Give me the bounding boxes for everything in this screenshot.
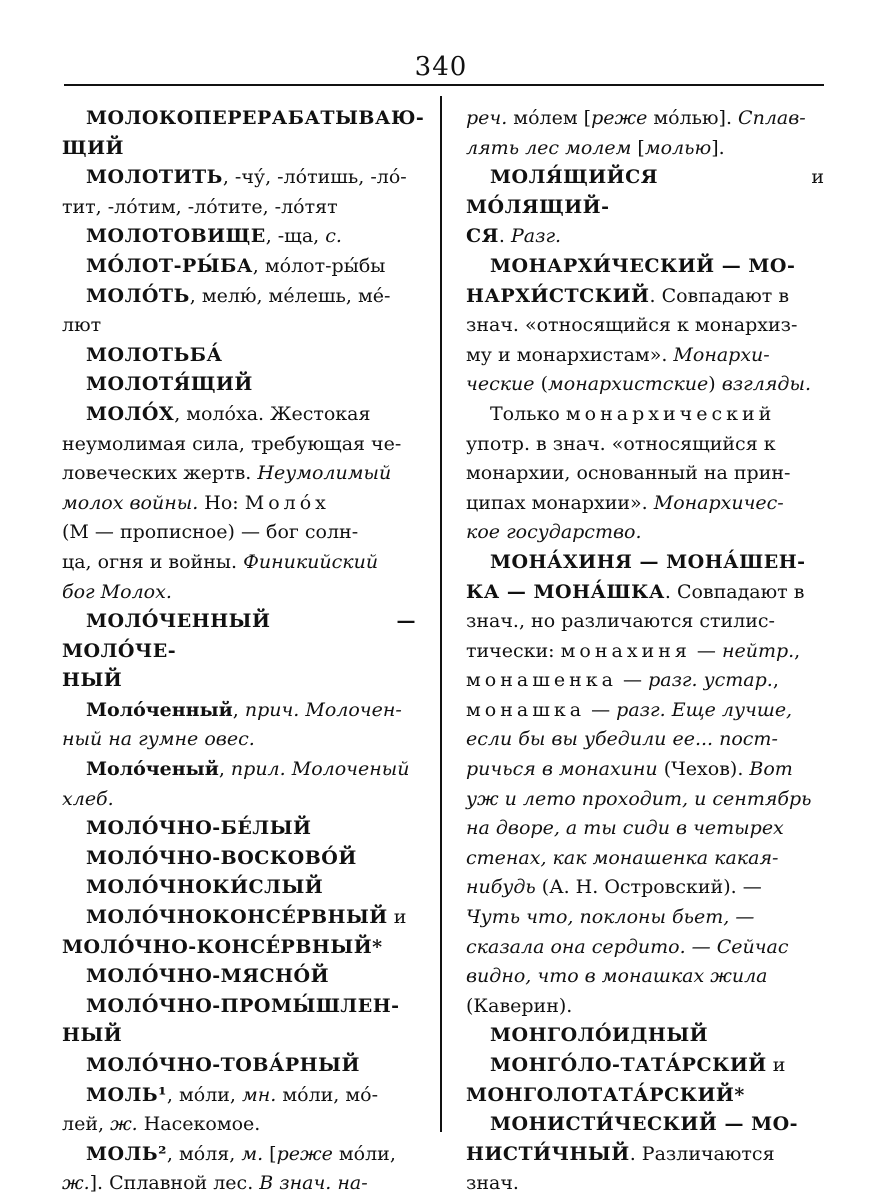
grammar-label: м. <box>241 1142 264 1165</box>
entry <box>62 1081 416 1111</box>
entry-text: [ <box>631 136 645 159</box>
entry-text-line <box>466 489 824 519</box>
entry-text: , мо́лот-ры́бы <box>252 254 386 277</box>
entry-text: , <box>218 758 231 781</box>
entry-headword: МОНИСТИ́ЧЕСКИЙ — МО- <box>490 1113 799 1136</box>
headword: МОЛО́ЧНОКОНСЕ́РВНЫЙ <box>86 906 388 929</box>
example: молох войны. <box>62 491 199 514</box>
header-rule <box>64 84 824 86</box>
entry <box>62 252 416 282</box>
entry-headword: МОЛО́ЧНО-КОНСЕ́РВНЫЙ* <box>62 935 383 958</box>
entry <box>62 222 416 252</box>
example-line: стенах, как монашенка какая- <box>466 846 779 869</box>
entry-text: — <box>585 698 617 721</box>
entry-text-line <box>466 134 824 164</box>
entry-text: Только <box>490 402 566 425</box>
entry-text-line: знач. <box>466 1172 519 1195</box>
example: молью <box>644 136 712 159</box>
example-line: если бы вы убедили ее... пост- <box>466 728 778 751</box>
entry-text-line <box>466 341 824 371</box>
entry-headword: МОЛОКОПЕРЕРАБАТЫВАЮ- <box>86 107 425 129</box>
example: нибудь <box>466 876 536 899</box>
entry-text-line <box>466 104 824 134</box>
entry-text: , мелю́, ме́лешь, ме́- <box>189 284 391 307</box>
grammar-label: реч. <box>466 107 508 129</box>
spaced-term: монахиня <box>560 639 691 662</box>
column-divider <box>440 96 442 1132</box>
grammar-label: с. <box>325 225 342 248</box>
entry-text-line: (Каверин). <box>466 994 573 1017</box>
entry-headword: МОНГОЛОТАТА́РСКИЙ* <box>466 1083 745 1106</box>
grammar-label: ж. <box>62 1172 90 1195</box>
entry-text: ) <box>708 373 722 396</box>
grammar-label: нейтр. <box>721 639 795 662</box>
example: ческие <box>466 373 535 396</box>
example-line: Чуть что, поклоны бьет, — <box>466 906 755 929</box>
entry-text-line <box>466 370 824 400</box>
entry-text: ца, огня и войны. <box>62 550 244 573</box>
example-line: ный на гумне овес. <box>62 728 255 751</box>
entry-text-line <box>62 489 416 519</box>
entry-text-line: (М — прописное) — бог солн- <box>62 521 359 544</box>
entry-text: (А. Н. Островский). — <box>535 876 762 899</box>
entry-headword: МОНАРХИ́ЧЕСКИЙ — МО- <box>490 254 796 277</box>
entry-text-line <box>62 548 416 578</box>
sub-headword: Моло́ченый <box>86 758 219 781</box>
entry-text: Но: <box>198 491 245 514</box>
entry-text: , <box>772 669 779 692</box>
entry-headword-cont: НЫЙ <box>62 1024 123 1047</box>
entry-headword: МОЛО́ЧЕННЫЙ — МОЛО́ЧЕ- <box>62 610 416 662</box>
example-line: видно, что в монашках жила <box>466 965 768 988</box>
headword: НАРХИ́СТСКИЙ <box>466 284 650 307</box>
entry-text: Насекомое. <box>137 1113 261 1136</box>
entry-text: — <box>616 669 649 692</box>
entry-text-line <box>62 1169 416 1199</box>
example-line: хлеб. <box>62 787 114 810</box>
example: Сплав- <box>738 107 806 129</box>
entry-text: тически: <box>466 639 561 662</box>
entry <box>62 400 416 430</box>
sub-entry <box>62 755 416 785</box>
entry-headword: МОНГОЛО́ИДНЫЙ <box>490 1024 709 1047</box>
spaced-term: монашенка <box>466 669 617 692</box>
entry-text-line: неумолимая сила, требующая че- <box>62 432 402 455</box>
entry-text: лей, <box>62 1113 111 1136</box>
entry-text: мо́ли, <box>332 1142 396 1165</box>
entry-headword: МОЛО́ЧНО-ПРОМЫ́ШЛЕН- <box>86 994 400 1017</box>
entry <box>62 163 416 193</box>
headword: МОЛО́Х <box>86 402 175 425</box>
example: разг. Еще лучше, <box>616 698 793 721</box>
entry-text: , -ща, <box>265 225 326 248</box>
entry-text: (Чехов). <box>657 758 750 781</box>
entry-text: мо́ли, мо́- <box>276 1083 379 1106</box>
entry-text: ( <box>534 373 548 396</box>
sub-headword: Моло́ченный <box>86 698 233 721</box>
sub-entry <box>62 696 416 726</box>
entry <box>62 903 416 933</box>
headword: МОНГО́ЛО-ТАТА́РСКИЙ <box>490 1054 767 1076</box>
spaced-term: монашка <box>466 698 586 721</box>
entry-text-line: монархии, основанный на прин- <box>466 462 791 485</box>
entry-text-line: знач. «относящийся к монархиз- <box>466 314 798 337</box>
entry <box>62 1140 416 1170</box>
entry-text-line <box>466 282 824 312</box>
headword: МОЛОТОВИЩЕ <box>86 225 266 248</box>
entry-text: и <box>387 906 407 929</box>
entry-text: , <box>794 639 801 662</box>
grammar-label: Разг. <box>510 225 562 248</box>
example: Вот <box>749 758 793 781</box>
example: ричься в монахини <box>466 758 658 781</box>
headword: МОЛОТИТЬ <box>86 166 223 189</box>
entry <box>466 1051 824 1081</box>
entry-text: . <box>498 225 511 248</box>
entry-text-line <box>466 755 824 785</box>
example: Монархичес- <box>653 491 784 514</box>
example-line: бог Молох. <box>62 580 172 603</box>
grammar-label: реже <box>591 107 648 129</box>
entry-text: , мо́ли, <box>166 1083 242 1106</box>
entry-text: и <box>766 1054 786 1076</box>
entry-headword: МОЛО́ЧНО-ТОВА́РНЫЙ <box>86 1054 360 1076</box>
page-number: 340 <box>414 52 468 82</box>
entry-headword: МОЛОТЯ́ЩИЙ <box>86 373 253 396</box>
entry-headword: МОЛО́ЧНО-МЯСНО́Й <box>86 965 330 988</box>
example: монархистские <box>548 373 709 396</box>
grammar-label: реже <box>276 1142 333 1165</box>
example: прил. Молоченый <box>230 758 410 781</box>
example: Финикийский <box>243 550 379 573</box>
entry-text: , моло́ха. Жестокая <box>174 402 371 425</box>
entry-text: мо́лью]. <box>647 107 739 129</box>
example: Неумолимый <box>257 462 392 485</box>
entry-text: . Совпадают в <box>664 580 805 603</box>
entry-text: мо́лем [ <box>507 107 592 129</box>
headword: МОЛЬ² <box>86 1142 167 1165</box>
entry-text-line <box>466 637 824 667</box>
headword: МОЛО́ТЬ <box>86 284 190 307</box>
entry-headword-cont: ЩИЙ <box>62 136 124 159</box>
entry-headword-cont: НЫЙ <box>62 669 123 692</box>
example-line: на дворе, а ты сиди в четырех <box>466 817 784 840</box>
entry-text: ловеческих жертв. <box>62 462 258 485</box>
entry <box>466 163 824 222</box>
entry-headword: МОЛО́ЧНО-ВОСКОВО́Й <box>86 846 357 869</box>
left-column <box>62 104 425 1199</box>
entry-text: ]. Сплавной лес. <box>89 1172 260 1195</box>
entry-text: , -чу́, -ло́тишь, -ло́- <box>222 166 407 189</box>
example: прич. Молочен- <box>244 698 402 721</box>
headword: МОЛЬ¹ <box>86 1083 167 1106</box>
spaced-term: монархический <box>565 402 776 425</box>
grammar-label: разг. устар. <box>648 669 773 692</box>
headword: МОЛЯ́ЩИЙСЯ <box>490 166 658 189</box>
example: взгляды. <box>721 373 811 396</box>
entry-text-line <box>466 666 824 696</box>
example-line: уж и лето проходит, и сентябрь <box>466 787 812 810</box>
grammar-label: В знач. на- <box>259 1172 368 1195</box>
headword: МО́ЛЯЩИЙ- <box>466 195 610 218</box>
grammar-label: ж. <box>110 1113 138 1136</box>
entry-text-line <box>466 222 824 252</box>
entry-headword: МОНА́ХИНЯ — МОНА́ШЕН- <box>490 550 806 573</box>
headword: НИСТИ́ЧНЫЙ <box>466 1142 630 1165</box>
entry-text: , <box>232 698 245 721</box>
headword: МО́ЛОТ-РЫ́БА <box>86 254 253 277</box>
grammar-label: мн. <box>242 1083 277 1106</box>
entry-text: ципах монархии». <box>466 491 654 514</box>
entry-headword: МОЛО́ЧНО-БЕ́ЛЫЙ <box>86 817 312 840</box>
entry-text-line <box>466 400 824 430</box>
spaced-term: Моло́х <box>244 491 330 514</box>
headword: СЯ <box>466 225 499 248</box>
entry-text: му и монархистам». <box>466 343 674 366</box>
example: лять лес молем <box>466 136 632 159</box>
right-column <box>466 104 824 1199</box>
entry-text: и <box>658 166 824 189</box>
entry-text: — <box>690 639 722 662</box>
example: Монархи- <box>673 343 770 366</box>
entry-text-line <box>62 459 416 489</box>
entry-text: , мо́ля, <box>166 1142 242 1165</box>
example-line: кое государство. <box>466 521 642 544</box>
entry-text-line: лют <box>62 314 102 337</box>
entry-text-line <box>62 1110 416 1140</box>
entry <box>62 282 416 312</box>
entry-text-line <box>466 1140 824 1170</box>
entry-text-line: употр. в знач. «относящийся к <box>466 432 776 455</box>
headword: КА — МОНА́ШКА <box>466 580 665 603</box>
entry-text: ]. <box>711 136 725 159</box>
entry-text: . Совпадают в <box>649 284 790 307</box>
entry-text-line <box>466 696 824 726</box>
entry-text-line: знач., но различаются стилис- <box>466 610 775 633</box>
entry-headword: МОЛОТЬБА́ <box>86 343 223 366</box>
entry-text-line <box>466 578 824 608</box>
entry-text: [ <box>263 1142 277 1165</box>
entry-text-line: тит, -ло́тим, -ло́тите, -ло́тят <box>62 195 338 218</box>
entry-headword: МОЛО́ЧНОКИ́СЛЫЙ <box>86 876 324 899</box>
example-line: сказала она сердито. — Сейчас <box>466 935 789 958</box>
entry-text-line <box>466 873 824 903</box>
entry-text: . Различаются <box>629 1142 775 1165</box>
